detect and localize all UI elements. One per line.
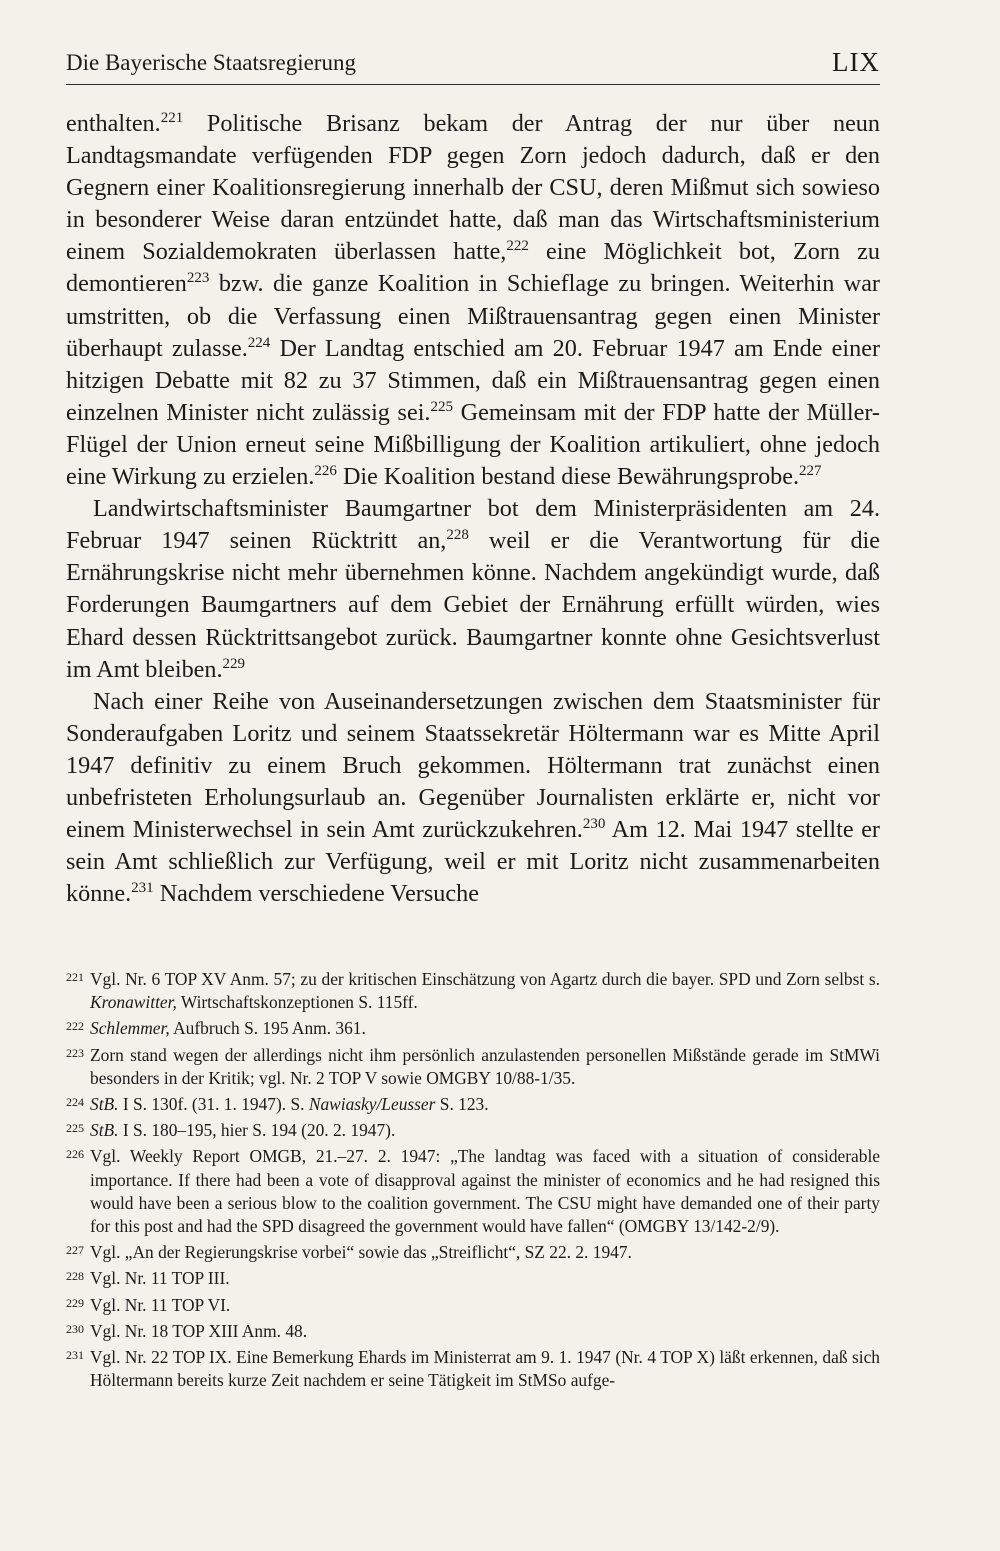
text-run: Der Landtag entschied am 20. Februar 1947 am Ende einer hitzigen Debatte mit 82 zu 37 Stimmen, daß ein Mißtrauensantrag gegen einen einzelnen Minister nicht zulässig sei. — [66, 334, 880, 426]
text-run: Am 12. Mai 1947 stellte er sein Amt schließlich zur Verfügung, weil er mit Loritz nicht zusammenarbeiten könne. — [66, 816, 880, 908]
text-run: Politische Brisanz bekam der Antrag der nur über neun Landtagsmandate verfügenden FDP gegen Zorn jedoch dadurch, daß er den Gegnern einer Koalitionsregierung innerhalb der CSU, deren Mißmut sich sowieso in besonderer Weise daran entzündet hatte, daß man das Wirtschaftsministerium einem Sozialdemokraten überlassen hatte, — [66, 110, 880, 266]
text-run: Gemeinsam mit der FDP hatte der Müller-Flügel der Union erneut seine Mißbilligung der Koalition artikuliert, ohne jedoch eine Wirkung zu erzielen. — [66, 398, 880, 491]
footnotes — [66, 968, 880, 1395]
footnote-number: 225 — [66, 1121, 84, 1136]
text-run: Nach einer Reihe von Auseinandersetzungen zwischen dem Staatsminister für Sonderaufgaben Loritz und seinem Staatssekretär Höltermann war es Mitte April 1947 definitiv zu einem Bruch gekommen. Höltermann trat zunächst einen unbefristeten Erholungsurlaub an. Gegenüber Journalisten erklärte er, nicht vor einem Ministerwechsel in sein Amt zurückzukehren. — [66, 687, 880, 844]
footnote-ref[interactable]: 228 — [446, 527, 469, 544]
footnote-ref[interactable]: 231 — [131, 880, 154, 897]
footnote-ref[interactable]: 227 — [799, 463, 822, 480]
footnote-number: 231 — [66, 1348, 84, 1363]
footnote-ref[interactable]: 226 — [314, 463, 337, 480]
footnote-number: 227 — [66, 1243, 84, 1258]
text-run: eine Möglichkeit bot, Zorn zu demontieren — [66, 238, 880, 298]
footnote: 231 Vgl. Nr. 22 TOP IX. Eine Bemerkung Ehards im Ministerrat am 9. 1. 1947 (Nr. 4 TOP X) läßt erkennen, daß sich Höltermann bereits kurze Zeit nachdem er seine Tätigkeit im StMSo aufge- — [66, 1347, 880, 1391]
main-text — [66, 108, 880, 910]
footnote: 226 Vgl. Weekly Report OMGB, 21.–27. 2. 1947: „The landtag was faced with a situation of considerable importance. If there had been a vote of disapproval against the minister of economics and he had resigned this would have been a serious blow to the coalition government. The CSU might have demanded one of their party for this post and had the SPD disagreed the government would have fallen“ (OMGBY 13/142-2/9). — [66, 1146, 880, 1237]
text-run: Nachdem verschiedene Versuche — [153, 880, 479, 908]
footnote: 223 Zorn stand wegen der allerdings nicht ihm persönlich anzulastenden personellen Mißstände gerade im StMWi besonders in der Kritik; vgl. Nr. 2 TOP V sowie OMGBY 10/88-1/35. — [66, 1044, 880, 1088]
paragraph-1 — [66, 108, 880, 493]
footnote: 224 StB. I S. 130f. (31. 1. 1947). S. Nawiasky/Leusser S. 123. — [66, 1094, 489, 1115]
footnote-number: 222 — [66, 1019, 84, 1034]
footnote: 221 Vgl. Nr. 6 TOP XV Anm. 57; zu der kritischen Einschätzung von Agartz durch die bayer. SPD und Zorn selbst s. Kronawitter, Wirtschaftskonzeptionen S. 115ff. — [66, 969, 880, 1013]
text-run: Landwirtschaftsminister Baumgartner bot dem Ministerpräsidenten am 24. Februar 1947 seinen Rücktritt an, — [66, 495, 880, 555]
footnote: 229 Vgl. Nr. 11 TOP VI. — [66, 1294, 231, 1315]
text-run: weil er die Verantwortung für die Ernährungskrise nicht mehr übernehmen könne. Nachdem angekündigt wurde, daß Forderungen Baumgartners auf dem Gebiet der Ernährung erfüllt würden, wies Ehard dessen Rücktrittsangebot zurück. Baumgartner konnte ohne Gesichtsverlust im Amt bleiben. — [66, 527, 880, 683]
footnote-ref[interactable]: 229 — [222, 655, 246, 672]
footnote-number: 230 — [66, 1321, 84, 1336]
footnote-number: 224 — [66, 1095, 84, 1110]
footnote-number: 223 — [66, 1045, 84, 1060]
footnote-ref[interactable]: 230 — [582, 816, 606, 833]
footnote-ref[interactable]: 222 — [506, 238, 529, 255]
footnote-number: 228 — [66, 1269, 84, 1284]
footnote: 228 Vgl. Nr. 11 TOP III. — [66, 1268, 230, 1289]
running-header — [66, 46, 880, 85]
footnote-ref[interactable]: 223 — [186, 270, 210, 287]
footnote-ref[interactable]: 224 — [247, 334, 271, 351]
running-head-title: Die Bayerische Staatsregierung — [66, 50, 356, 75]
footnote-number: 229 — [66, 1295, 84, 1310]
paragraph-2 — [66, 493, 880, 686]
footnote: 225 StB. I S. 180–195, hier S. 194 (20. 2. 1947). — [66, 1120, 396, 1141]
footnote: 227 Vgl. „An der Regierungskrise vorbei“ sowie das „Streiflicht“, SZ 22. 2. 1947. — [66, 1242, 632, 1263]
text-run: bzw. die ganze Koalition in Schieflage zu bringen. Weiterhin war umstritten, ob die Verfassung einen Mißtrauensantrag gegen einen Minister überhaupt zulasse. — [66, 270, 880, 362]
footnote: 230 Vgl. Nr. 18 TOP XIII Anm. 48. — [66, 1320, 308, 1341]
page-number: LIX — [832, 47, 880, 77]
footnote-ref[interactable]: 221 — [160, 110, 184, 126]
text-run: enthalten. — [66, 110, 161, 137]
text-run: Die Koalition bestand diese Bewährungsprobe. — [336, 463, 800, 491]
footnote-number: 221 — [66, 970, 84, 984]
footnote: 222 Schlemmer, Aufbruch S. 195 Anm. 361. — [66, 1018, 366, 1039]
paragraph-3 — [66, 686, 880, 911]
footnote-ref[interactable]: 225 — [430, 398, 453, 415]
footnote-number: 226 — [66, 1147, 84, 1162]
